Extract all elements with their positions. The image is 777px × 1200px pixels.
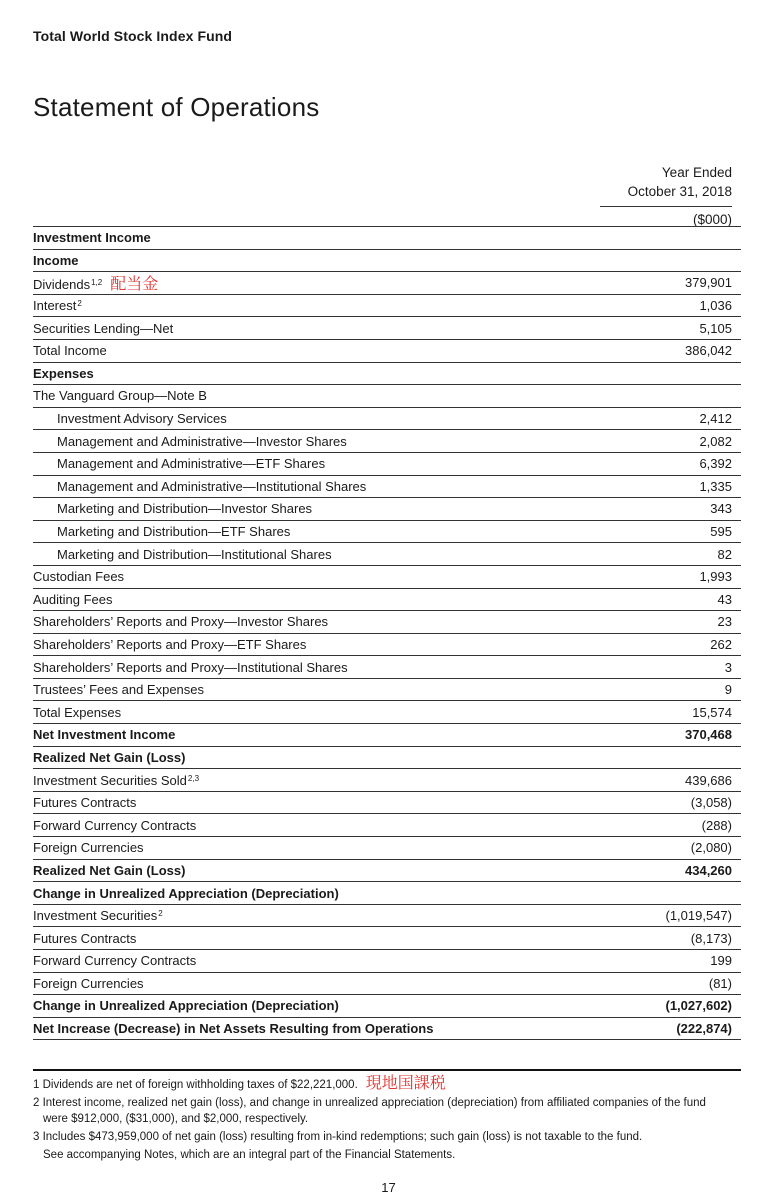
row-label xyxy=(33,343,107,358)
row-value: 23 xyxy=(717,614,732,630)
row-label xyxy=(33,479,366,494)
row-label xyxy=(33,998,339,1013)
page-number: 17 xyxy=(381,1180,396,1195)
row-label xyxy=(33,660,348,675)
table-row xyxy=(33,860,741,883)
footnote-2 xyxy=(33,1095,743,1127)
row-label xyxy=(33,569,124,584)
table-row xyxy=(33,476,741,499)
footnote-1-text: 1 Dividends are net of foreign withholding taxes of $22,221,000. xyxy=(33,1079,358,1091)
row-label xyxy=(33,271,158,294)
row-label-text: Investment Income xyxy=(33,230,151,246)
row-label xyxy=(33,411,227,426)
row-label xyxy=(33,614,328,629)
table-row xyxy=(33,769,741,792)
row-label-text: Dividends xyxy=(33,277,91,293)
table-row xyxy=(33,701,741,724)
row-label-text: Net Increase (Decrease) in Net Assets Resulting from Operations xyxy=(33,1021,434,1037)
row-label-text: Net Investment Income xyxy=(33,727,176,743)
table-row xyxy=(33,363,741,386)
column-header xyxy=(600,163,732,229)
row-value: 5,105 xyxy=(699,320,732,336)
row-label xyxy=(33,1021,433,1036)
table-row xyxy=(33,227,741,250)
handwritten-annotation: 配当金 xyxy=(110,276,159,294)
table-row xyxy=(33,250,741,273)
table-row xyxy=(33,430,741,453)
row-label xyxy=(33,524,290,539)
row-label xyxy=(33,931,136,946)
table-row xyxy=(33,973,741,996)
row-label-text: Total Expenses xyxy=(33,704,122,720)
table-row xyxy=(33,272,741,295)
row-value: (288) xyxy=(701,817,732,833)
column-header-line1: Year Ended xyxy=(661,165,732,180)
row-value: 3 xyxy=(724,659,732,675)
row-value: 2,082 xyxy=(699,433,732,449)
row-label-text: Shareholders’ Reports and Proxy—Investor Shares xyxy=(33,614,329,630)
row-label-text: Management and Administrative—ETF Shares xyxy=(57,456,326,472)
row-label-text: Custodian Fees xyxy=(33,569,125,585)
row-value: (2,080) xyxy=(690,840,732,856)
row-value: 434,260 xyxy=(685,862,732,878)
table-row xyxy=(33,521,741,544)
row-label xyxy=(33,298,82,313)
row-label-text: Total Income xyxy=(33,343,107,359)
row-label-text: Marketing and Distribution—ETF Shares xyxy=(57,524,291,540)
row-label-text: Marketing and Distribution—Investor Shares xyxy=(57,501,313,517)
row-label xyxy=(33,366,94,381)
row-label xyxy=(33,750,185,765)
row-label-text: The Vanguard Group—Note B xyxy=(33,388,207,404)
row-label-text: Income xyxy=(33,252,79,268)
row-label xyxy=(33,953,196,968)
footnotes xyxy=(33,1076,743,1165)
row-label-text: Investment Securities Sold xyxy=(33,772,187,788)
row-label-text: Shareholders’ Reports and Proxy—ETF Shares xyxy=(33,636,307,652)
row-label-text: Management and Administrative—Institutional Shares xyxy=(57,478,367,494)
row-label-text: Realized Net Gain (Loss) xyxy=(33,749,186,765)
row-label-text: Shareholders’ Reports and Proxy—Institutional Shares xyxy=(33,659,348,675)
row-label xyxy=(33,434,347,449)
row-label-text: Management and Administrative—Investor Shares xyxy=(57,433,347,449)
table-row xyxy=(33,656,741,679)
row-label xyxy=(33,705,121,720)
row-value: 343 xyxy=(710,501,732,517)
row-label xyxy=(33,321,173,336)
row-label xyxy=(33,253,79,268)
row-value: (81) xyxy=(708,975,732,991)
footnote-2-line1: 2 Interest income, realized net gain (loss), and change in unrealized appreciation (depreciation) from affiliated companies of the fund xyxy=(33,1097,706,1109)
row-value: 9 xyxy=(724,682,732,698)
fund-name: Total World Stock Index Fund xyxy=(33,28,233,44)
table-row xyxy=(33,905,741,928)
row-label xyxy=(33,388,207,403)
table-row xyxy=(33,724,741,747)
row-label-text: Forward Currency Contracts xyxy=(33,953,197,969)
table-row xyxy=(33,995,741,1018)
row-label-text: Investment Securities xyxy=(33,908,158,924)
footnote-3: 3 Includes $473,959,000 of net gain (loss) resulting from in-kind redemptions; such gain (loss) is not taxable to the fund. xyxy=(33,1131,643,1143)
row-value: 379,901 xyxy=(685,275,732,291)
table-row xyxy=(33,634,741,657)
footnote-ref: 1,2 xyxy=(91,278,103,288)
row-label-text: Auditing Fees xyxy=(33,591,113,607)
row-label-text: Interest xyxy=(33,298,77,314)
row-label xyxy=(33,908,163,923)
row-label-text: Realized Net Gain (Loss) xyxy=(33,862,186,878)
column-header-units: ($000) xyxy=(600,206,732,229)
row-value: (1,019,547) xyxy=(665,908,732,924)
table-row xyxy=(33,566,741,589)
row-value: 1,036 xyxy=(699,298,732,314)
table-row xyxy=(33,927,741,950)
row-label xyxy=(33,501,312,516)
row-label-text: Change in Unrealized Appreciation (Depreciation) xyxy=(33,998,339,1014)
row-label-text: Trustees’ Fees and Expenses xyxy=(33,682,205,698)
row-value: 199 xyxy=(710,953,732,969)
footnote-1 xyxy=(33,1076,743,1093)
page-title: Statement of Operations xyxy=(33,92,320,122)
row-label xyxy=(33,230,151,245)
row-value: 262 xyxy=(710,636,732,652)
footnote-2-line2: were $912,000, ($31,000), and $2,000, respectively. xyxy=(43,1113,309,1125)
row-label xyxy=(33,773,199,788)
row-label-text: Futures Contracts xyxy=(33,930,137,946)
row-label-text: Forward Currency Contracts xyxy=(33,817,197,833)
row-value: 439,686 xyxy=(685,772,732,788)
row-value: 1,993 xyxy=(699,569,732,585)
row-label xyxy=(33,795,136,810)
row-label xyxy=(33,976,144,991)
row-label-text: Marketing and Distribution—Institutional Shares xyxy=(57,546,332,562)
row-value: 82 xyxy=(717,546,732,562)
footnote-1-annotation: 現地国課税 xyxy=(365,1075,446,1092)
row-label-text: Foreign Currencies xyxy=(33,840,144,856)
table-row xyxy=(33,611,741,634)
table-row xyxy=(33,498,741,521)
row-label-text: Securities Lending—Net xyxy=(33,320,174,336)
table-row xyxy=(33,679,741,702)
row-value: 370,468 xyxy=(685,727,732,743)
table-row xyxy=(33,589,741,612)
bottom-rule xyxy=(33,1069,741,1071)
footnote-ref: 2 xyxy=(158,909,163,919)
row-label-text: Foreign Currencies xyxy=(33,975,144,991)
table-row xyxy=(33,837,741,860)
row-label-text: Futures Contracts xyxy=(33,795,137,811)
row-label xyxy=(33,456,325,471)
footnote-ref: 2,3 xyxy=(187,773,200,783)
row-label xyxy=(33,547,332,562)
row-value: 386,042 xyxy=(685,343,732,359)
table-row xyxy=(33,295,741,318)
operations-table xyxy=(33,226,741,1040)
table-row xyxy=(33,317,741,340)
row-label xyxy=(33,682,204,697)
footnote-ref: 2 xyxy=(77,299,82,309)
row-value: 6,392 xyxy=(699,456,732,472)
row-label xyxy=(33,863,185,878)
row-value: 1,335 xyxy=(699,478,732,494)
table-row xyxy=(33,792,741,815)
column-header-line2: October 31, 2018 xyxy=(627,184,732,199)
row-label xyxy=(33,818,196,833)
row-label xyxy=(33,840,144,855)
row-value: (8,173) xyxy=(690,930,732,946)
table-row xyxy=(33,340,741,363)
row-label xyxy=(33,637,306,652)
table-row xyxy=(33,408,741,431)
row-value: 43 xyxy=(717,591,732,607)
table-row xyxy=(33,543,741,566)
table-row xyxy=(33,747,741,770)
row-label-text: Expenses xyxy=(33,365,94,381)
row-value: (3,058) xyxy=(690,795,732,811)
row-label xyxy=(33,727,175,742)
table-row xyxy=(33,950,741,973)
row-value: 15,574 xyxy=(692,704,732,720)
table-row xyxy=(33,814,741,837)
table-row xyxy=(33,882,741,905)
table-row xyxy=(33,453,741,476)
see-notes: See accompanying Notes, which are an integral part of the Financial Statements. xyxy=(43,1149,456,1161)
row-value: (222,874) xyxy=(676,1021,732,1037)
row-label-text: Change in Unrealized Appreciation (Depreciation) xyxy=(33,885,339,901)
row-value: 595 xyxy=(710,524,732,540)
table-row xyxy=(33,1018,741,1041)
row-value: 2,412 xyxy=(699,411,732,427)
row-value: (1,027,602) xyxy=(665,998,732,1014)
row-label xyxy=(33,886,339,901)
row-label-text: Investment Advisory Services xyxy=(57,411,227,427)
table-row xyxy=(33,385,741,408)
row-label xyxy=(33,592,113,607)
